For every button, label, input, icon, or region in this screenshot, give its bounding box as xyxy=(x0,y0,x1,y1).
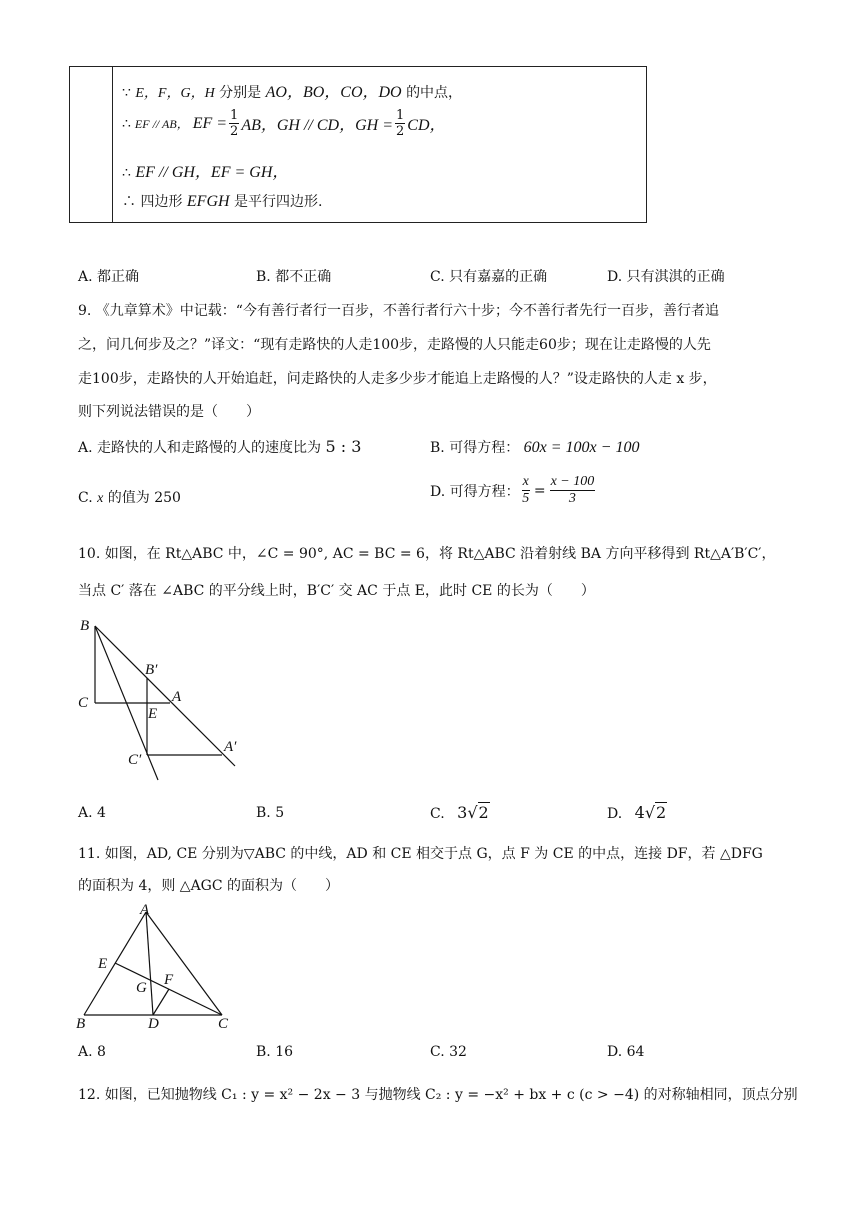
table-left-column xyxy=(70,67,113,222)
label-C: C xyxy=(218,1016,229,1032)
label-G: G xyxy=(136,980,147,996)
label-E: E xyxy=(98,956,108,972)
label-B-prime: B′ xyxy=(145,662,158,678)
q9-option-c[interactable]: C. x 的值为 250 xyxy=(78,490,181,506)
q10-option-b[interactable]: B. 5 xyxy=(256,805,285,821)
table-line-1: ∵ E，F，G，H 分别是 AO，BO，CO，DO 的中点， xyxy=(122,84,463,101)
label-A-prime: A′ xyxy=(224,739,237,755)
q11-option-a[interactable]: A. 8 xyxy=(78,1044,106,1060)
table-line-3: ∴ EF // GH，EF = GH， xyxy=(122,164,289,181)
label-B: B xyxy=(76,1016,86,1032)
q12-line-1: 12. 如图，已知抛物线 C₁ : y = x² − 2x − 3 与抛物线 C₂ : y = −x² + bx + c (c > −4) 的对称轴相同，顶点分别 xyxy=(78,1087,798,1103)
q11-option-c[interactable]: C. 32 xyxy=(430,1044,467,1060)
q8-option-d[interactable]: D. 只有淇淇的正确 xyxy=(607,269,725,285)
radical-3-root-2: 3√2 xyxy=(457,803,489,822)
q10-option-c[interactable]: C. 3√2 xyxy=(430,803,489,822)
q10-figure xyxy=(72,614,262,784)
q9-option-a[interactable]: A. 走路快的人和走路慢的人的速度比为 5 : 3 xyxy=(78,437,362,456)
q10-option-a[interactable]: A. 4 xyxy=(78,805,106,821)
label-A: A xyxy=(172,689,182,705)
label-A: A xyxy=(140,902,150,918)
fraction-x-minus-100-over-3: $\frac{x - 100}{3}$ xyxy=(550,474,595,506)
q11-option-d[interactable]: D. 64 xyxy=(607,1044,645,1060)
q8-option-c[interactable]: C. 只有嘉嘉的正确 xyxy=(430,269,548,285)
q9-line-2: 之，问几何步及之？”译文：“现有走路快的人走100步，走路慢的人只能走60步；现在让走路慢的人先 xyxy=(78,337,711,353)
label-F: F xyxy=(164,972,174,988)
q9-line-1: 9. 《九章算术》中记载：“今有善行者行一百步，不善行者行六十步；今不善行者先行一百步，善行者追 xyxy=(78,303,719,319)
label-C: C xyxy=(78,695,89,711)
label-D: D xyxy=(148,1016,159,1032)
solution-table xyxy=(69,66,647,223)
q10-line-1: 10. 如图，在 Rt△ABC 中，∠C = 90°, AC = BC = 6，将 Rt△ABC 沿着射线 BA 方向平移得到 Rt△A′B′C′， xyxy=(78,546,776,562)
fraction-one-half: $\frac{1}{2}$ xyxy=(230,108,239,139)
table-line-4: ∴ 四边形 EFGH 是平行四边形. xyxy=(122,193,323,210)
q11-line-1: 11. 如图，AD, CE 分别为▽ABC 的中线，AD 和 CE 相交于点 G，点 F 为 CE 的中点，连接 DF，若 △DFG xyxy=(78,846,763,862)
radical-4-root-2: 4√2 xyxy=(634,803,667,822)
fraction-one-half: $\frac{1}{2}$ xyxy=(396,108,405,139)
label-E: E xyxy=(148,706,158,722)
q10-option-d[interactable]: D. 4√2 xyxy=(607,803,667,822)
label-B: B xyxy=(80,618,90,634)
q11-figure xyxy=(72,900,242,1032)
fraction-x-over-5: $\frac{x}{5}$ xyxy=(522,474,530,506)
q9-line-4: 则下列说法错误的是（ ） xyxy=(78,404,260,420)
q10-line-2: 当点 C′ 落在 ∠ABC 的平分线上时，B′C′ 交 AC 于点 E，此时 CE 的长为（ ） xyxy=(78,583,595,599)
q9-option-d[interactable]: D. 可得方程： $\frac{x}{5}$ = $\frac{x - 100}{3}$ xyxy=(430,474,595,506)
q9-option-b[interactable]: B. 可得方程： 60x = 100x − 100 xyxy=(430,439,640,456)
q8-option-a[interactable]: A. 都正确 xyxy=(78,269,140,285)
q8-option-b[interactable]: B. 都不正确 xyxy=(256,269,332,285)
table-line-2: ∴ EF // AB， EF = $\frac{1}{2}$ AB，GH // CD，GH = $\frac{1}{2}$ CD， xyxy=(122,108,446,139)
label-C-prime: C′ xyxy=(128,752,142,768)
q11-line-2: 的面积为 4，则 △AGC 的面积为（ ） xyxy=(78,878,340,894)
q11-option-b[interactable]: B. 16 xyxy=(256,1044,294,1060)
q9-line-3: 走100步，走路快的人开始追赶，问走路快的人走多少步才能追上走路慢的人？”设走路快的人走 x 步， xyxy=(78,371,717,387)
